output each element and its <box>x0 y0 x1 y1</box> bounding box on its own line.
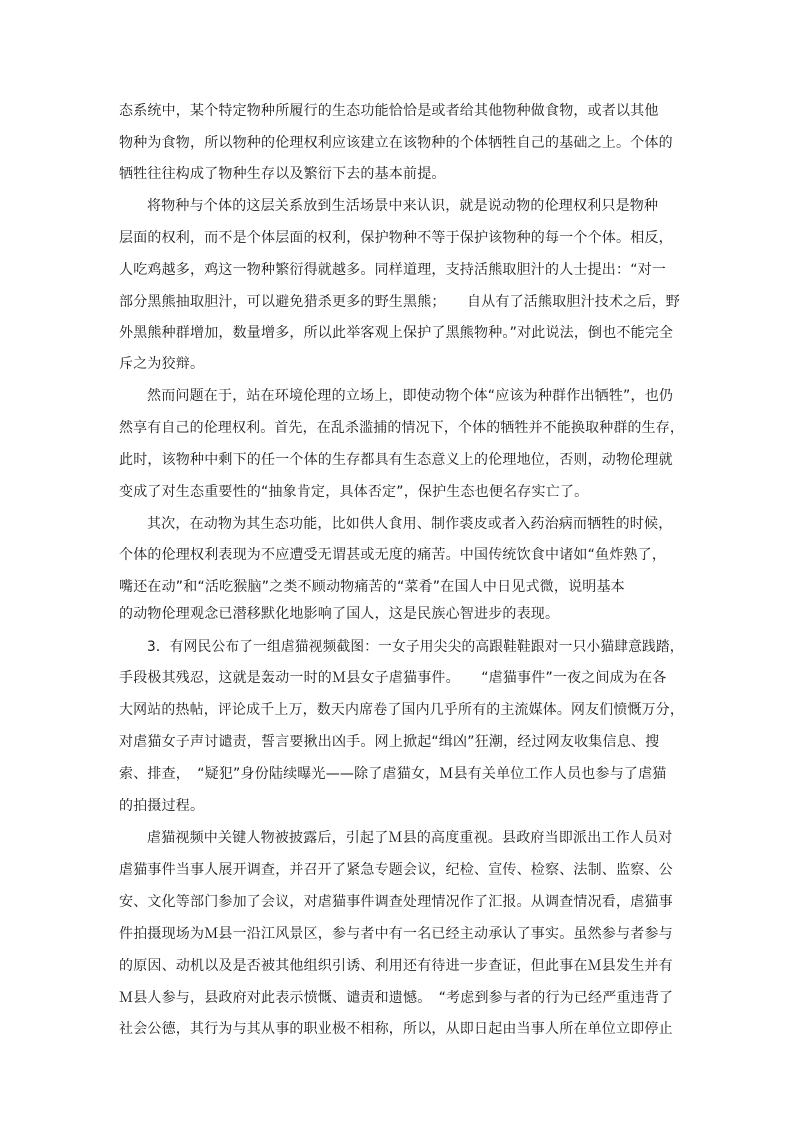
text-line: 的动物伦理观念已潜移默化地影响了国人，这是民族心智进步的表现。 <box>119 606 560 622</box>
text-line: 安、文化等部门参加了会议，对虐猫事件调查处理情况作了汇报。从调查情况看，虐猫事 <box>119 894 673 910</box>
text-line: 斥之为狡辩。 <box>119 356 205 372</box>
text-line: 部分黑熊抽取胆汁，可以避免猎杀更多的野生黑熊； 自从有了活熊取胆汁技术之后，野 <box>119 294 680 310</box>
question-first-line: 3．有网民公布了一组虐猫视频截图：一女子用尖尖的高跟鞋鞋跟对一只小猫肆意践踏， <box>147 639 684 655</box>
text-line: 变成了对生态重要性的“抽象肯定，具体否定”，保护生态也便名存实亡了。 <box>119 484 589 500</box>
paragraph-first-line: 将物种与个体的这层关系放到生活场景中来认识，就是说动物的伦理权利只是物种 <box>147 198 659 214</box>
text-line: 层面的权利，而不是个体层面的权利，保护物种不等于保护该物种的每一个个体。相反， <box>119 230 673 246</box>
text-line: 的原因、动机以及是否被其他组织引诱、利用还有待进一步查证，但此事在Ｍ县发生并有 <box>119 958 673 974</box>
text-line: 此时，该物种中剩下的任一个体的生存都具有生态意义上的伦理地位，否则，动物伦理就 <box>119 452 673 468</box>
text-line: 索、排查， “疑犯”身份陆续曝光——除了虐猫女，Ｍ县有关单位工作人员也参与了虐猫 <box>119 766 667 782</box>
text-line: 大网站的热帖，评论成千上万，数天内席卷了国内几乎所有的主流媒体。网友们愤慨万分， <box>119 702 684 718</box>
text-line: 对虐猫女子声讨谴责，誓言要揪出凶手。网上掀起“缉凶”狂潮，经过网友收集信息、搜 <box>119 734 660 750</box>
text-line: 外黑熊种群增加，数量增多，所以此举客观上保护了黑熊物种。”对此说法，倒也不能完全 <box>119 325 674 341</box>
text-line: 社会公德，其行为与其从事的职业极不相称，所以，从即日起由当事人所在单位立即停止 <box>119 1021 673 1037</box>
text-line: Ｍ县人参与，县政府对此表示愤慨、谴责和遗憾。 “考虑到参与者的行为已经严重违背了 <box>119 990 674 1006</box>
text-line: 人吃鸡越多，鸡这一物种繁衍得就越多。同样道理，支持活熊取胆汁的人士提出：“对一 <box>119 262 667 278</box>
text-line: 手段极其残忍，这就是轰动一时的Ｍ县女子虐猫事件。 “虐猫事件”一夜之间成为在各 <box>119 670 667 686</box>
paragraph-first-line: 然而问题在于，站在环境伦理的立场上，即使动物个体“应该为种群作出牺牲”，也仍 <box>147 388 674 404</box>
paragraph-first-line: 其次，在动物为其生态功能，比如供人食用、制作裘皮或者入药治病而牺牲的时候， <box>147 516 673 532</box>
text-line: 的拍摄过程。 <box>119 798 205 814</box>
text-line: 态系统中，某个特定物种所履行的生态功能恰恰是或者给其他物种做食物，或者以其他 <box>119 103 659 119</box>
text-line: 然享有自己的伦理权利。首先，在乱杀滥捕的情况下，个体的牺牲并不能换取种群的生存， <box>119 420 684 436</box>
text-line: 件拍摄现场为Ｍ县一沿江风景区，参与者中有一名已经主动承认了事实。虽然参与者参与 <box>119 926 673 942</box>
text-line: 嘴还在动”和“活吃猴脑”之类不顾动物痛苦的“菜肴”在国人中日见式微，说明基本 <box>119 579 625 595</box>
text-line: 物种为食物，所以物种的伦理权利应该建立在该物种的个体牺牲自己的基础之上。个体的 <box>119 135 673 151</box>
paragraph-first-line: 虐猫视频中关键人物被披露后，引起了Ｍ县的高度重视。县政府当即派出工作人员对 <box>147 830 673 846</box>
text-line: 个体的伦理权利表现为不应遭受无谓甚或无度的痛苦。中国传统饮食中诸如“鱼炸熟了， <box>119 547 667 563</box>
text-line: 虐猫事件当事人展开调查，并召开了紧急专题会议，纪检、宣传、检察、法制、监察、公 <box>119 862 673 878</box>
text-line: 牺牲往往构成了物种生存以及繁衍下去的基本前提。 <box>119 166 446 182</box>
